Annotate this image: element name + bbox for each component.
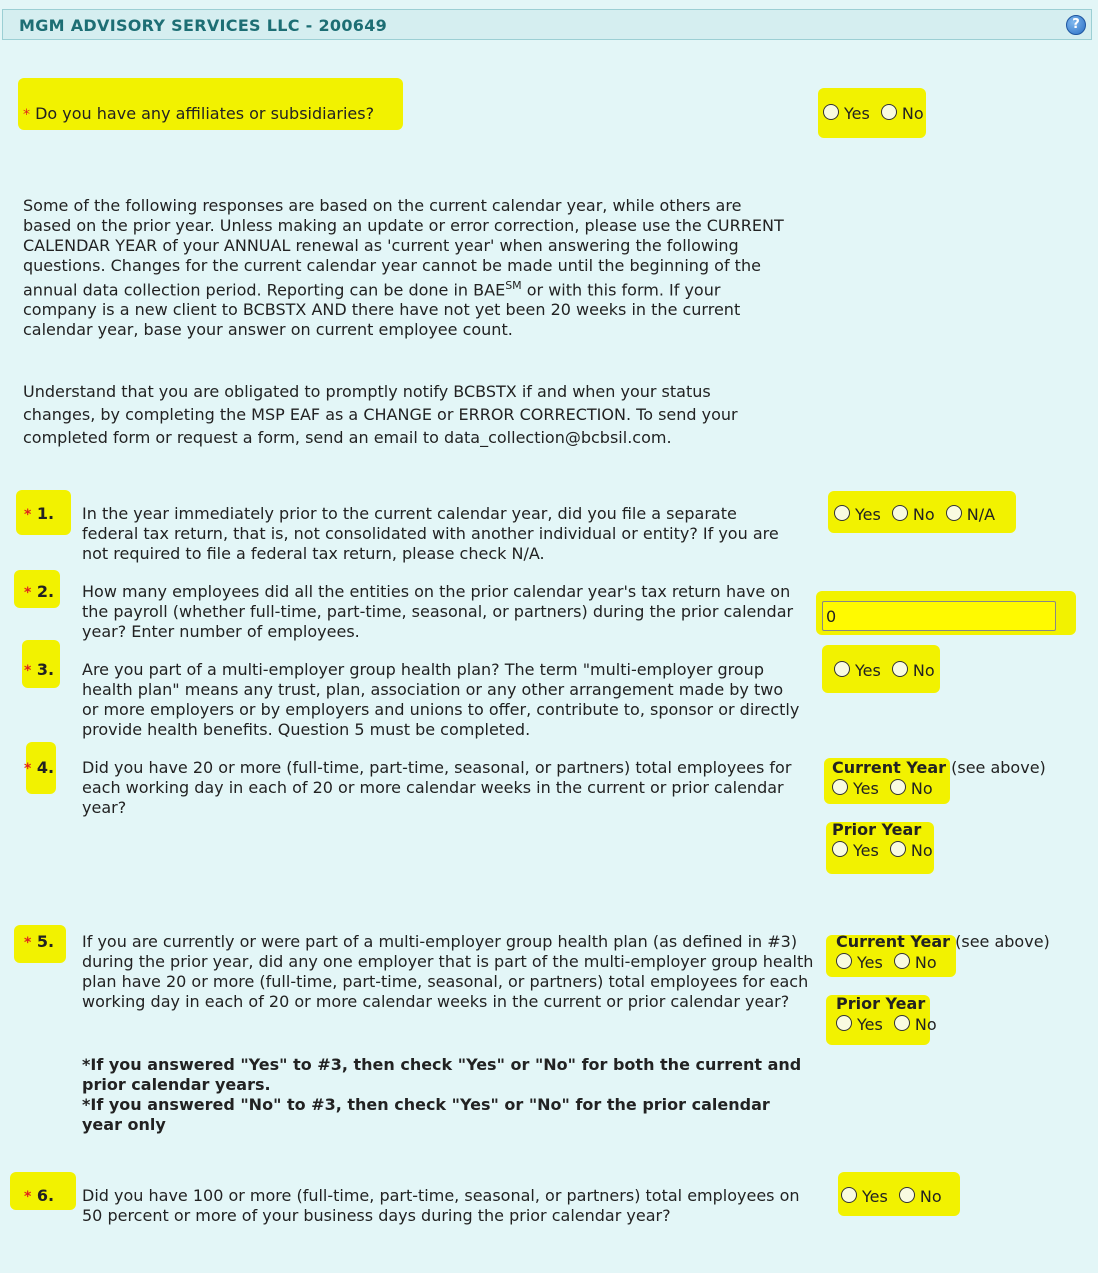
option-label: Yes [844,104,870,123]
question-2-text: How many employees did all the entities on the prior calendar year's tax return have on the payroll (whether full-time, part-time, seasonal, or partners) during the prior calendar year? Enter number of employees. [82,582,794,641]
option-label: No [901,104,924,123]
q1-na-radio[interactable] [946,505,962,521]
section-header [2,9,1092,40]
affiliates-no-radio[interactable] [881,104,897,120]
question-5-text: If you are currently or were part of a multi-employer group health plan (as defined in #3) during the prior year, did any one employer that is part of the multi-employer group health plan have 20 or more (full-time, part-time, seasonal, or partners) total employees for each working day in each of 20 or more calendar weeks in the current or prior calendar year? [82,932,814,1011]
required-marker: * [23,107,30,123]
intro-text: or with this form. If your company is a new client to BCBSTX AND there have not yet been 20 weeks in the current calendar year, base your answer on current employee count. [23,280,741,340]
q5-prior-no-radio[interactable] [894,1015,910,1031]
employee-count-input[interactable] [822,601,1056,631]
q5-prior-yes-radio[interactable] [836,1015,852,1031]
q3-no-radio[interactable] [892,661,908,677]
question-1-options: Yes No N/A [834,505,1001,524]
affiliates-yes-radio[interactable] [823,104,839,120]
question-5-number: * 5. [24,932,55,951]
q5-current-yes-radio[interactable] [836,953,852,969]
q5-prior-year-label: Prior Year [836,994,926,1013]
question-5-note-1: *If you answered "Yes" to #3, then check "Yes" or "No" for both the current and prior calendar years. [82,1055,802,1094]
service-mark: SM [505,279,522,292]
affiliates-question-text: Do you have any affiliates or subsidiaries? [35,104,375,123]
q4-prior-no-radio[interactable] [890,841,906,857]
question-2-number: * 2. [24,582,55,601]
question-6-number: * 6. [24,1186,55,1205]
q3-yes-radio[interactable] [834,661,850,677]
q6-yes-radio[interactable] [841,1187,857,1203]
intro-paragraph [23,196,793,340]
q1-yes-radio[interactable] [834,505,850,521]
question-4-number: * 4. [24,758,55,777]
question-3-options: Yes No [834,661,941,680]
q6-no-radio[interactable] [899,1187,915,1203]
affiliates-question [23,104,374,123]
q4-prior-year-label: Prior Year [832,820,922,839]
question-1-text: In the year immediately prior to the current calendar year, did you file a separate federal tax return, that is, not consolidated with another individual or entity? If you are not required to file a federal tax return, please check N/A. [82,504,779,563]
question-4-text: Did you have 20 or more (full-time, part-time, seasonal, or partners) total employees for each working day in each of 20 or more calendar weeks in the current or prior calendar year? [82,758,792,817]
question-5-note-2: *If you answered "No" to #3, then check "Yes" or "No" for the prior calendar year only [82,1095,770,1134]
question-6-text: Did you have 100 or more (full-time, part-time, seasonal, or partners) total employees on 50 percent or more of your business days during the prior calendar year? [82,1186,800,1225]
intro-text: Some of the following responses are based on the current calendar year, while others are based on the prior year. Unless making an update or error correction, please use the CURRENT CALENDAR YEAR of your ANNUAL renewal as 'current year' when answering the following questions. Changes for the current calendar year cannot be made until the beginning of the annual data collection period. Reporting can be done in BAE [23,196,784,300]
q4-current-yes-radio[interactable] [832,779,848,795]
q5-current-year-label: Current Year (see above) [836,932,1050,951]
q4-current-year-label: Current Year (see above) [832,758,1046,777]
q4-current-year-options: Yes No [832,779,939,798]
q5-prior-year-options: Yes No [836,1015,943,1034]
section-title: MGM ADVISORY SERVICES LLC - 200649 [19,16,388,35]
q5-current-no-radio[interactable] [894,953,910,969]
notice-paragraph: Understand that you are obligated to promptly notify BCBSTX if and when your status changes, by completing the MSP EAF as a CHANGE or ERROR CORRECTION. To send your completed form or request a form, send an email to data_collection@bcbsil.com. [23,382,738,447]
q5-current-year-options: Yes No [836,953,943,972]
question-3-text: Are you part of a multi-employer group health plan? The term "multi-employer group health plan" means any trust, plan, association or any other arrangement made by two or more employers or by employers and unions to offer, contribute to, sponsor or directly provide health benefits. Question 5 must be completed. [82,660,800,739]
question-6-options: Yes No [841,1187,948,1206]
question-3-number: * 3. [24,660,55,679]
affiliates-options [823,104,930,123]
q4-prior-yes-radio[interactable] [832,841,848,857]
q4-current-no-radio[interactable] [890,779,906,795]
question-icon[interactable]: ? [1066,15,1086,35]
q4-prior-year-options: Yes No [832,841,939,860]
question-1-number: * 1. [24,504,55,523]
q1-no-radio[interactable] [892,505,908,521]
